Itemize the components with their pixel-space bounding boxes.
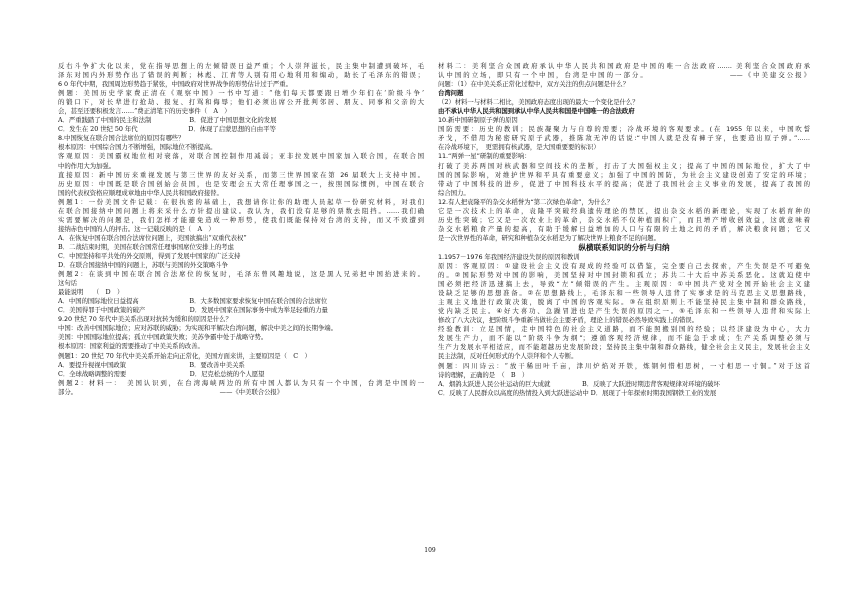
text-line: 国必须把经济迅速搞上去，导致“左”倾错误的产生。主观原因：①中国共产党对全国开始社会主义建 (438, 280, 810, 289)
text-line: 矛戈，不借用为秘密研究原子武器，推陈敌无冲的话说:“中国人就是没有褲子穿，也要造出原子弹。”…… (438, 134, 810, 143)
text-line: 泽东对国内外形势作出了错误的判断；林彪、江青等人别有用心地利用和煽动，助长了毛泽东的错误； (58, 71, 424, 80)
left-column (58, 62, 424, 397)
text-line: 由不承认中华人民共和国到承认中华人民共和国是中国唯一的合法政府 (438, 107, 635, 116)
text-line: 发展生产力，而不能以“阶级斗争为纲”；遵循客观经济规律，而不能急于求成；生产关系调整必须与 (438, 334, 810, 343)
text-line: 中的作用大为加强。 (58, 161, 116, 170)
text-line: 它是一次技术上的革命，袁隆平突破经典遗传理论的禁区，提出杂交水稻的新理论，实现了水稻育种的 (438, 206, 810, 215)
text-line: 设缺乏足够的思想准备。②在思想路线上，毛泽东和一些领导人违背了实事求是的马克思主义思想路线， (438, 289, 810, 298)
text-line: 诗的理解，正确的是 （ B ） (438, 370, 529, 379)
text-line: 国的国际影响，对维护世界和平具有重要意义；加强了中国的国防，为社会主义建设创造了安定的环境； (438, 170, 810, 179)
text-line: 客观原因：美国霸权地位相对衰落，对联合国控制作用减弱；亚非拉发展中国家加入联合国，在联合国 (58, 152, 424, 161)
text-line: （2）材料一与材料二相比，美国政府态度出现的最大一个变化是什么？ (438, 98, 639, 107)
text-line: D．在联合国接纳中国的问题上，苏联与美国的外交策略斗争 (58, 261, 228, 270)
text-line: 10.新中国研制原子弹的原因 (438, 116, 518, 125)
text-line: 综合国力。 (438, 188, 470, 197)
text-line: 问题：（1）在中美关系正常化过程中，双方关注的焦点问题是什么？ (438, 80, 630, 89)
text-line: 材料二：美利坚合众国政府承认中华人民共和国政府是中国的唯一合法政府……. 美利坚合众国政府承 (438, 62, 810, 70)
text-line: 12.有人把袁隆平的杂交水稻誉为“第二次绿色革命”，为什么？ (438, 197, 614, 206)
text-line: 在冷战环境下， 更需拥有核武器，是大国重要要的标识） (438, 143, 600, 152)
text-line: 带动了中国科技的进步，促进了中国科技水平的提高；促进了我国社会主义事业的发展，提高了我国的 (438, 179, 810, 188)
text-line: 根本原因：国家利益的需要推动了中美关系的改善。 (58, 342, 204, 351)
text-line: 生产力发展水平相适应，而不能超越历史发展阶段；坚持民主集中制和群众路线，健全社会主义民主，发展社会主义 (438, 343, 810, 352)
text-line: 主观主义地进行政策决策，脱离了中国的客观实际。③在组织原则上不能坚持民主集中制和群众路线， (438, 298, 810, 307)
text-line: 接纳赤色中国的人的抨击。这一记载反映的是（ A ） (58, 224, 215, 233)
right-column (438, 62, 810, 398)
text-line: 杂交水稻粮食产量的提高，有助于缓解日益增加的人口与有限的土地之间的矛盾，解决粮食问题；它又 (438, 224, 810, 233)
text-line: C．发生在 20 世纪 50 年代 D．体现了启蒙思想的自由平等 (58, 125, 276, 134)
text-line: A．要提升视视中国政策 B．要改善中美关系 (58, 360, 245, 369)
text-line: 1.1957－1976 年我国经济建设失误的原因和教训 (438, 252, 580, 261)
text-line: 例题1：一份美国文件记载：在很执密的基础上，我想请你让你的助理人员起草一份研究材料，对我们 (58, 197, 424, 206)
text-line: C．美国得罪于中国政策的破产 D．发展中国家在国际事务中成为举足轻重的力量 (58, 306, 328, 315)
text-line: 反右斗争扩大化以来，党在指导思想上的左倾错误日益严重；个人崇拜滋长，民主集中制遭到破坏，毛 (58, 62, 424, 70)
text-line: 例题：美国历史学家费正清在《观察中国》一书中写道：“他们每天都要跟日增少年们在‘阶级斗争’ (58, 89, 424, 98)
text-line: 历史原因：中国既是联合国创始会员国，也是安理会五大常任理事国之一，按照国际惯例，中国在联合 (58, 179, 424, 188)
text-line: C．全球战略调整的需要 D．尼克松总统的个人愿望 (58, 369, 265, 378)
text-line: 历史性突破；它又是一次农业上的革命，杂交水稻不仅种植面积广，而且增产增收创效益，这就意味着 (438, 215, 810, 224)
text-line: A．严重践踏了中国的民主和法制 B．促进了中国思想文化的发展 (58, 116, 277, 125)
text-line: 9.20 世纪 70 年代中美关系出现对抗转为缓和的原因是什么？ (58, 315, 232, 324)
text-line: 最能说明 （ D ） (58, 288, 124, 297)
text-line: 国的代表权资格应顺理成章地由中华人民共和国政府接替。 (58, 188, 223, 197)
text-line: 党内缺乏民主。④好大喜功、急躁冒进也是产生失误的原因之一。⑤毛泽东和一些领导人违背和实际上 (438, 307, 810, 316)
text-line: 民主法制，反对任何形式的个人崇拜和个人专断。 (438, 352, 578, 361)
text-line: 经验教训：立足国情，走中国特色的社会主义道路，而不能照搬别国的经验；以经济建设为中心，大力 (438, 325, 810, 334)
text-line: 的。②国际形势对中国的影响，美国坚持对中国封锁和孤立；苏共二十大后中苏关系恶化。这就迫使中 (438, 271, 810, 280)
text-line: 是一次世界性的革命，研究和种植杂交水稻是为了解决世界上粮食不足的问题。 (438, 233, 660, 242)
text-line: 修改了八大决议，把阶级斗争重新当做社会主要矛盾，理论上的错误必然导致实践上的错误。 (438, 316, 698, 325)
text-line: 例题：四川诗云：“放干稀田叶千亩，津川炉焰对开铁，炼钢何惜相思树，一寸相思一寸铜。”对于这首 (438, 361, 810, 370)
text-line: C．中国坚持和平共处的外交原则，得到了发展中国家的广泛支持 (58, 251, 241, 260)
text-line: 例题2：材料一： 美国认识到，在台湾海峡两边的所有中国人都认为只有一个中国，台湾是中国的一 (58, 378, 424, 387)
text-line: 认中国的立场，即只有一个中国，台湾是中国的一部分。 ——《中美建交公报》 (438, 71, 810, 80)
text-line: A．在恢复中国在联合国合法席位问题上，美国欲搞出“双重代表权” (58, 233, 247, 242)
text-line: 国防需要：历史的教训；民族凝聚力与自尊的需要；冷战环境的客观要求。(在 1955 年以来，中国吹誓 (438, 125, 810, 134)
text-line: A．烟鸽太跃进人民公社运动的巨大成就 B．反映了大跃进时期违背客观规律对环境的破坏 (438, 379, 720, 388)
text-line: 例题1：20 世纪 70 年代中美关系开始走向正常化，美国方面来讲，主要原因是（ C ） (58, 351, 311, 360)
text-line: A．中国的国际地位日益提高 B．大多数国家要求恢复中国在联合国的合法席位 (58, 297, 328, 306)
text-line: 根本原因：中国综合国力不断增强，国际地位不断提高。 (58, 143, 217, 152)
page-number: 109 (424, 547, 436, 554)
text-line: 6 0 年代中期，我国周边形势趋于紧张，中国政府对世界战争的形势估计过于严重。 (58, 80, 292, 89)
text-line: 会，甚至还要积极发言……”费正清笔下的历史事件（ A ） (58, 107, 231, 116)
text-line: 原因：客观原因：①建设社会主义没有现成的经验可以借鉴，完全要自己去探索，产生失误是不可避免 (438, 261, 810, 270)
text-line: 例题2：在谈到中国在联合国合法席位的恢复时，毛泽东曾风趣地说，这是黑人兄弟把中国抬进来的。 (58, 270, 424, 279)
text-line: 在联合国接纳中国问题上将来采什么方针提出建议。我认为，我们没有足够的票数去阻挡。……我们确 (58, 206, 424, 215)
text-line: 部分。 ——《中美联合公报》 (58, 387, 284, 396)
text-line: 这句话 (58, 279, 78, 288)
section-heading: 纵横联系知识的分析与归纳 (578, 242, 670, 252)
text-line: 中国：改善中国国际地位；应对苏联的威胁；为实现和平解决台湾问题，解决中美之间的长期争端。 (58, 324, 337, 333)
text-line: 11.“两弹一星”研制的重要影响： (438, 152, 531, 161)
text-line: 打破了美苏两国对核武器和空间技术的垄断，打击了大国强权主义；提高了中国的国际地位，扩大了中 (438, 161, 810, 170)
text-line: 实需要解决的问题是，我们怎样才能避免造成一种形势，使我们既能保持对台湾的支持，而又不致遭到 (58, 215, 424, 224)
text-line: B．二战结束时期，美国在联合国常任理事国席位安排上的考虑 (58, 242, 234, 251)
text-line: 的锻口下，对长辈进行抢劫、报复、打骂和侮辱；他们必须出席公开批判邻居、朋友、同事和父亲的大 (58, 98, 424, 107)
text-line: 美国：中国国际地位提高；孤立中国政策失败；美苏争霸中处于战略守势。 (58, 333, 268, 342)
text-line: 8.中国恢复在联合国合法席位的原因有哪些？ (58, 134, 185, 143)
text-line: 直接原因：新中国历来重视发展与第三世界的友好关系，而第三世界国家在第 26 届联大上支持中国。 (58, 170, 424, 179)
text-line: C．反映了人民群众以高度的热情投入到大跃进运动中 D．展现了十年探索时期我国钢铁工业的发展 (438, 388, 717, 397)
text-line: 台湾问题 (438, 89, 464, 98)
